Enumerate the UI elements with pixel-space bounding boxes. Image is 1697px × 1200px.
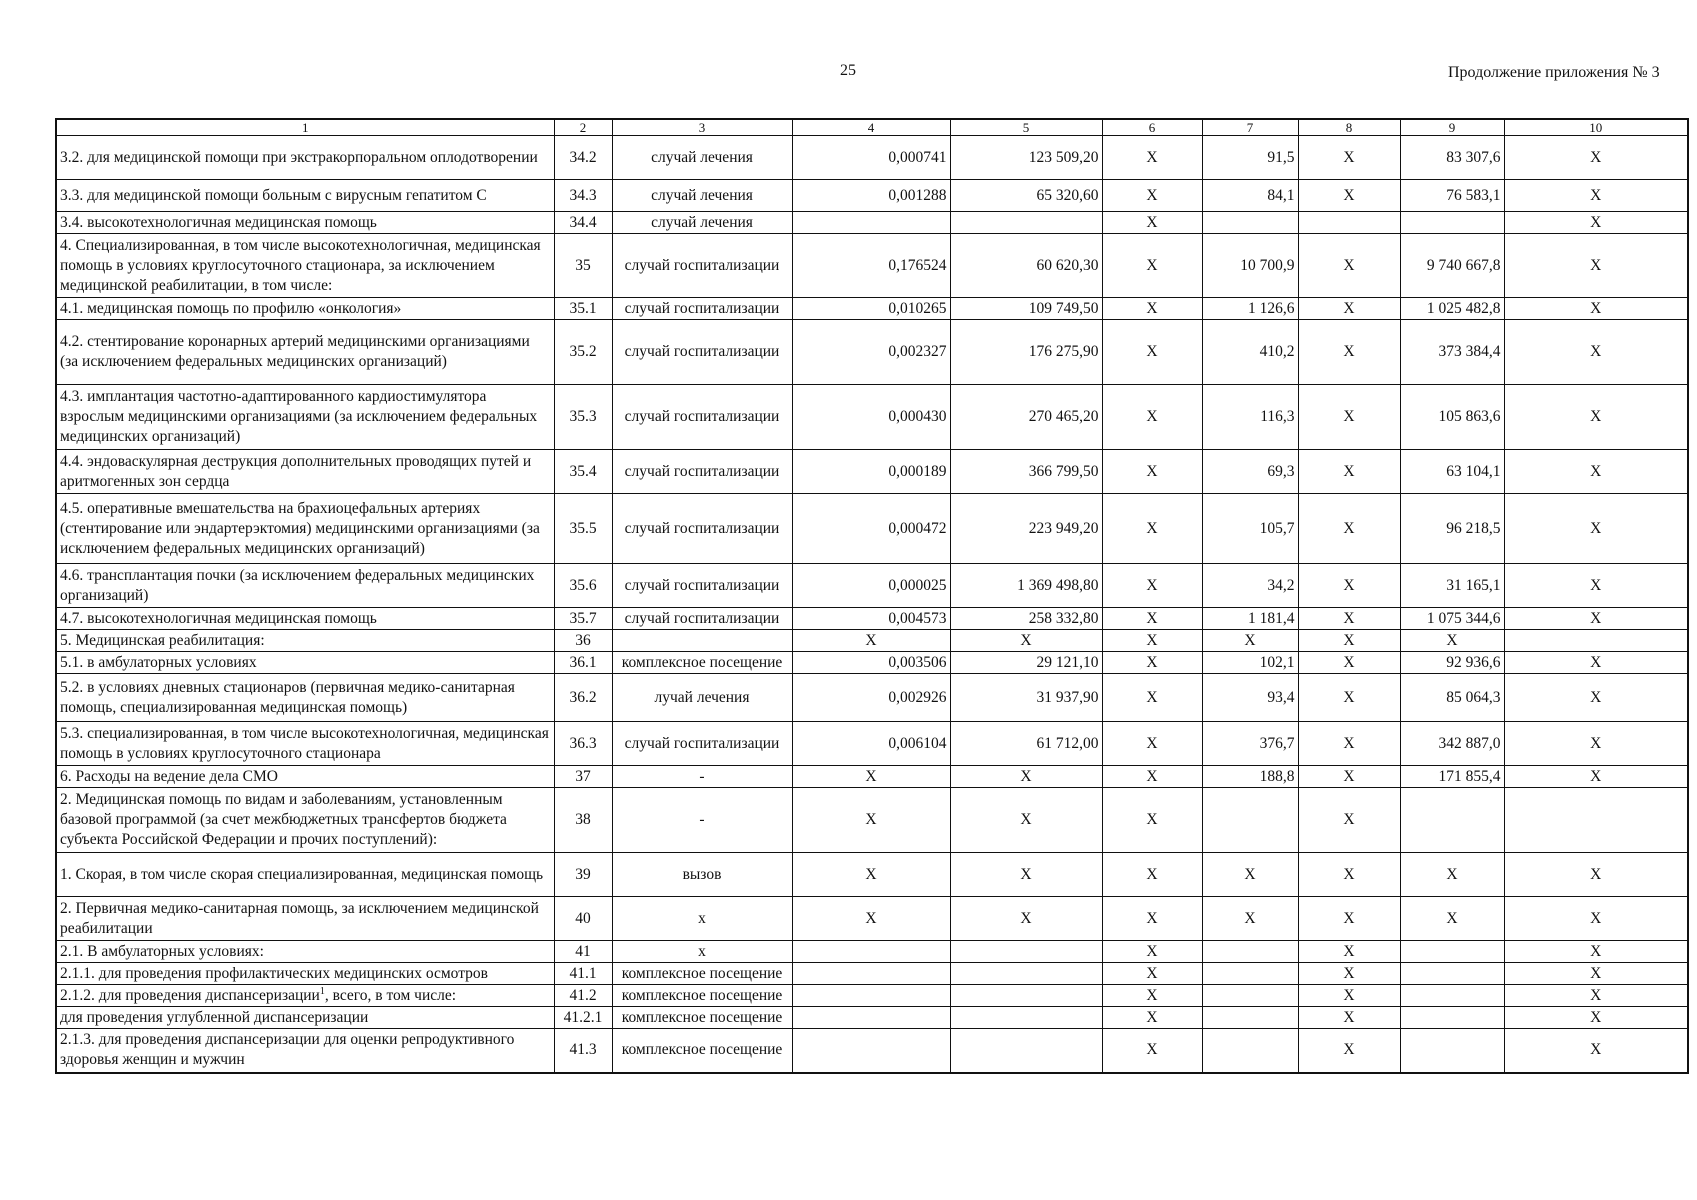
table-row (56, 494, 1688, 564)
col7-value: 69,3 (1202, 450, 1298, 494)
col4-value: 0,000025 (792, 564, 950, 608)
col7-value: 10 700,9 (1202, 234, 1298, 298)
col5-value (950, 941, 1102, 963)
col6-value: Х (1102, 608, 1202, 630)
col7-value: 102,1 (1202, 652, 1298, 674)
col6-value: Х (1102, 1007, 1202, 1029)
row-unit: случай лечения (612, 212, 792, 234)
col9-value: 171 855,4 (1400, 766, 1504, 788)
col8-value: Х (1298, 630, 1400, 652)
col7-value: 376,7 (1202, 722, 1298, 766)
col6-value: Х (1102, 897, 1202, 941)
table-row (56, 1029, 1688, 1073)
table-row (56, 897, 1688, 941)
col8-value: Х (1298, 1007, 1400, 1029)
col7-value: 34,2 (1202, 564, 1298, 608)
col10-value: Х (1504, 608, 1688, 630)
col6-value: Х (1102, 385, 1202, 450)
table-row (56, 564, 1688, 608)
col7-value: 91,5 (1202, 136, 1298, 180)
col4-value (792, 963, 950, 985)
table-row (56, 788, 1688, 853)
row-name: для проведения углубленной диспансеризации (56, 1007, 554, 1029)
row-name: 4.1. медицинская помощь по профилю «онкология» (56, 298, 554, 320)
row-code: 38 (554, 788, 612, 853)
table-row (56, 385, 1688, 450)
row-unit (612, 630, 792, 652)
col10-value: Х (1504, 320, 1688, 385)
row-unit: случай госпитализации (612, 608, 792, 630)
col8-value: Х (1298, 298, 1400, 320)
col5-value: Х (950, 897, 1102, 941)
col8-value: Х (1298, 897, 1400, 941)
row-code: 41.2 (554, 985, 612, 1007)
col9-value: 9 740 667,8 (1400, 234, 1504, 298)
column-number: 1 (56, 119, 554, 136)
col9-value (1400, 985, 1504, 1007)
row-name: 6. Расходы на ведение дела СМО (56, 766, 554, 788)
col10-value: Х (1504, 1029, 1688, 1073)
row-name: 4.7. высокотехнологичная медицинская помощь (56, 608, 554, 630)
col10-value: Х (1504, 136, 1688, 180)
col9-value: 76 583,1 (1400, 180, 1504, 212)
col4-value: 0,002327 (792, 320, 950, 385)
row-code: 35.1 (554, 298, 612, 320)
table-row (56, 180, 1688, 212)
col6-value: Х (1102, 985, 1202, 1007)
col4-value: Х (792, 897, 950, 941)
col5-value: Х (950, 630, 1102, 652)
col6-value: Х (1102, 766, 1202, 788)
col4-value (792, 985, 950, 1007)
col7-value: 116,3 (1202, 385, 1298, 450)
col7-value (1202, 788, 1298, 853)
col4-value (792, 941, 950, 963)
col5-value: 65 320,60 (950, 180, 1102, 212)
col10-value: Х (1504, 674, 1688, 722)
col4-value: 0,000472 (792, 494, 950, 564)
row-unit: случай госпитализации (612, 564, 792, 608)
table-row (56, 450, 1688, 494)
col7-value: Х (1202, 630, 1298, 652)
row-name: 4.2. стентирование коронарных артерий медицинскими организациями (за исключением федеральных медицинских организаций) (56, 320, 554, 385)
col9-value: 31 165,1 (1400, 564, 1504, 608)
col4-value: Х (792, 630, 950, 652)
col8-value: Х (1298, 652, 1400, 674)
col4-value (792, 1029, 950, 1073)
table-row (56, 963, 1688, 985)
table-row (56, 985, 1688, 1007)
row-unit: случай госпитализации (612, 385, 792, 450)
col7-value: 410,2 (1202, 320, 1298, 385)
col10-value: Х (1504, 985, 1688, 1007)
col7-value: 93,4 (1202, 674, 1298, 722)
col7-value (1202, 963, 1298, 985)
col9-value: Х (1400, 630, 1504, 652)
row-code: 37 (554, 766, 612, 788)
col5-value (950, 963, 1102, 985)
row-name: 2.1.1. для проведения профилактических медицинских осмотров (56, 963, 554, 985)
col10-value: Х (1504, 766, 1688, 788)
col6-value: Х (1102, 234, 1202, 298)
col10-value (1504, 788, 1688, 853)
row-unit: комплексное посещение (612, 1029, 792, 1073)
row-unit: случай госпитализации (612, 450, 792, 494)
col9-value: 92 936,6 (1400, 652, 1504, 674)
row-name: 5. Медицинская реабилитация: (56, 630, 554, 652)
col10-value: Х (1504, 212, 1688, 234)
col6-value: Х (1102, 298, 1202, 320)
col7-value (1202, 1029, 1298, 1073)
table-row (56, 722, 1688, 766)
col8-value: Х (1298, 450, 1400, 494)
row-name: 2.1. В амбулаторных условиях: (56, 941, 554, 963)
table-row (56, 234, 1688, 298)
col9-value (1400, 212, 1504, 234)
table-row (56, 941, 1688, 963)
row-name: 2.1.3. для проведения диспансеризации для оценки репродуктивного здоровья женщин и мужчин (56, 1029, 554, 1073)
col9-value: 1 075 344,6 (1400, 608, 1504, 630)
row-unit: - (612, 766, 792, 788)
col10-value: Х (1504, 234, 1688, 298)
col4-value: 0,176524 (792, 234, 950, 298)
row-unit: комплексное посещение (612, 652, 792, 674)
col9-value: 373 384,4 (1400, 320, 1504, 385)
page-number: 25 (840, 62, 856, 79)
row-unit: комплексное посещение (612, 1007, 792, 1029)
col4-value (792, 212, 950, 234)
row-code: 35.3 (554, 385, 612, 450)
col6-value: Х (1102, 136, 1202, 180)
col4-value: 0,004573 (792, 608, 950, 630)
col4-value (792, 1007, 950, 1029)
row-unit: случай госпитализации (612, 494, 792, 564)
row-code: 35.4 (554, 450, 612, 494)
column-number: 3 (612, 119, 792, 136)
col10-value: Х (1504, 385, 1688, 450)
row-unit: вызов (612, 853, 792, 897)
column-number: 8 (1298, 119, 1400, 136)
col10-value: Х (1504, 180, 1688, 212)
col8-value: Х (1298, 180, 1400, 212)
col6-value: Х (1102, 941, 1202, 963)
col4-value: Х (792, 766, 950, 788)
col8-value: Х (1298, 963, 1400, 985)
col4-value: 0,000741 (792, 136, 950, 180)
col8-value: Х (1298, 674, 1400, 722)
col4-value: 0,003506 (792, 652, 950, 674)
col8-value: Х (1298, 136, 1400, 180)
col6-value: Х (1102, 450, 1202, 494)
row-name: 4. Специализированная, в том числе высокотехнологичная, медицинская помощь в условиях круглосуточного стационара, за исключением медицинской реабилитации, в том числе: (56, 234, 554, 298)
col5-value: 223 949,20 (950, 494, 1102, 564)
col7-value: 1 181,4 (1202, 608, 1298, 630)
col8-value: Х (1298, 608, 1400, 630)
row-code: 35.5 (554, 494, 612, 564)
table-row (56, 652, 1688, 674)
row-code: 34.2 (554, 136, 612, 180)
col7-value (1202, 1007, 1298, 1029)
col10-value: Х (1504, 853, 1688, 897)
col7-value (1202, 212, 1298, 234)
data-table (55, 118, 1689, 1074)
col7-value (1202, 941, 1298, 963)
col5-value: 270 465,20 (950, 385, 1102, 450)
row-name: 2. Медицинская помощь по видам и заболеваниям, установленным базовой программой (за счет межбюджетных трансфертов бюджета субъекта Российской Федерации и прочих поступлений): (56, 788, 554, 853)
col7-value: 1 126,6 (1202, 298, 1298, 320)
row-unit: случай лечения (612, 136, 792, 180)
col8-value: Х (1298, 234, 1400, 298)
col10-value: Х (1504, 1007, 1688, 1029)
row-name: 4.3. имплантация частотно-адаптированного кардиостимулятора взрослым медицинскими организациями (за исключением федеральных медицинских организаций) (56, 385, 554, 450)
col4-value: 0,002926 (792, 674, 950, 722)
col6-value: Х (1102, 652, 1202, 674)
col9-value: 85 064,3 (1400, 674, 1504, 722)
row-unit: х (612, 897, 792, 941)
col5-value: 1 369 498,80 (950, 564, 1102, 608)
col9-value: 63 104,1 (1400, 450, 1504, 494)
row-code: 41.1 (554, 963, 612, 985)
table-row (56, 1007, 1688, 1029)
col6-value: Х (1102, 963, 1202, 985)
row-code: 36.2 (554, 674, 612, 722)
col8-value: Х (1298, 941, 1400, 963)
row-name: 4.4. эндоваскулярная деструкция дополнительных проводящих путей и аритмогенных зон сердца (56, 450, 554, 494)
row-code: 39 (554, 853, 612, 897)
col6-value: Х (1102, 788, 1202, 853)
row-name: 3.3. для медицинской помощи больным с вирусным гепатитом С (56, 180, 554, 212)
row-unit: комплексное посещение (612, 985, 792, 1007)
col10-value: Х (1504, 897, 1688, 941)
row-code: 34.3 (554, 180, 612, 212)
continuation-label: Продолжение приложения № 3 (1448, 64, 1660, 81)
col10-value: Х (1504, 564, 1688, 608)
row-name: 5.1. в амбулаторных условиях (56, 652, 554, 674)
table-row (56, 674, 1688, 722)
col9-value: Х (1400, 853, 1504, 897)
row-code: 35.2 (554, 320, 612, 385)
row-name: 5.3. специализированная, в том числе высокотехнологичная, медицинская помощь в условиях круглосуточного стационара (56, 722, 554, 766)
row-code: 41 (554, 941, 612, 963)
row-unit: случай госпитализации (612, 320, 792, 385)
col5-value: 176 275,90 (950, 320, 1102, 385)
col8-value: Х (1298, 985, 1400, 1007)
col4-value: 0,010265 (792, 298, 950, 320)
col10-value: Х (1504, 652, 1688, 674)
table-row (56, 766, 1688, 788)
row-unit: случай лечения (612, 180, 792, 212)
col5-value: Х (950, 788, 1102, 853)
row-code: 36.1 (554, 652, 612, 674)
column-number: 10 (1504, 119, 1688, 136)
row-unit: - (612, 788, 792, 853)
row-code: 36.3 (554, 722, 612, 766)
col6-value: Х (1102, 853, 1202, 897)
table-row (56, 853, 1688, 897)
row-name: 2.1.2. для проведения диспансеризации$^1$, всего, в том числе: (56, 985, 554, 1007)
col8-value (1298, 212, 1400, 234)
col9-value: 83 307,6 (1400, 136, 1504, 180)
col9-value (1400, 788, 1504, 853)
row-name: 5.2. в условиях дневных стационаров (первичная медико-санитарная помощь, специализированная медицинская помощь) (56, 674, 554, 722)
col4-value: 0,006104 (792, 722, 950, 766)
col10-value (1504, 630, 1688, 652)
col9-value: 105 863,6 (1400, 385, 1504, 450)
col6-value: Х (1102, 674, 1202, 722)
column-number: 4 (792, 119, 950, 136)
col9-value (1400, 1007, 1504, 1029)
column-number: 6 (1102, 119, 1202, 136)
row-name: 3.2. для медицинской помощи при экстракорпоральном оплодотворении (56, 136, 554, 180)
col5-value (950, 1007, 1102, 1029)
col6-value: Х (1102, 722, 1202, 766)
row-name: 4.6. трансплантация почки (за исключением федеральных медицинских организаций) (56, 564, 554, 608)
column-number: 9 (1400, 119, 1504, 136)
row-unit: случай госпитализации (612, 234, 792, 298)
col10-value: Х (1504, 941, 1688, 963)
row-code: 34.4 (554, 212, 612, 234)
col7-value: 84,1 (1202, 180, 1298, 212)
col8-value: Х (1298, 564, 1400, 608)
table-row (56, 630, 1688, 652)
col5-value (950, 1029, 1102, 1073)
row-code: 40 (554, 897, 612, 941)
col7-value: Х (1202, 853, 1298, 897)
col10-value: Х (1504, 722, 1688, 766)
col5-value: 123 509,20 (950, 136, 1102, 180)
col8-value: Х (1298, 385, 1400, 450)
table-row (56, 212, 1688, 234)
col8-value: Х (1298, 1029, 1400, 1073)
col10-value: Х (1504, 298, 1688, 320)
row-code: 36 (554, 630, 612, 652)
row-name: 3.4. высокотехнологичная медицинская помощь (56, 212, 554, 234)
col5-value: 29 121,10 (950, 652, 1102, 674)
col4-value: 0,001288 (792, 180, 950, 212)
col10-value: Х (1504, 494, 1688, 564)
column-number: 7 (1202, 119, 1298, 136)
column-number: 2 (554, 119, 612, 136)
col4-value: Х (792, 788, 950, 853)
col8-value: Х (1298, 788, 1400, 853)
col7-value: Х (1202, 897, 1298, 941)
col6-value: Х (1102, 180, 1202, 212)
col5-value: 258 332,80 (950, 608, 1102, 630)
col9-value: 1 025 482,8 (1400, 298, 1504, 320)
col9-value (1400, 941, 1504, 963)
col6-value: Х (1102, 1029, 1202, 1073)
col5-value: 366 799,50 (950, 450, 1102, 494)
row-code: 35.6 (554, 564, 612, 608)
col10-value: Х (1504, 963, 1688, 985)
col8-value: Х (1298, 853, 1400, 897)
row-code: 41.2.1 (554, 1007, 612, 1029)
col5-value: 60 620,30 (950, 234, 1102, 298)
col5-value: Х (950, 766, 1102, 788)
col5-value: 61 712,00 (950, 722, 1102, 766)
col6-value: Х (1102, 494, 1202, 564)
col10-value: Х (1504, 450, 1688, 494)
col9-value: Х (1400, 897, 1504, 941)
col9-value: 96 218,5 (1400, 494, 1504, 564)
footnote-marker: 1 (319, 985, 325, 997)
row-unit: комплексное посещение (612, 963, 792, 985)
col5-value: Х (950, 853, 1102, 897)
row-name: 2. Первичная медико-санитарная помощь, за исключением медицинской реабилитации (56, 897, 554, 941)
row-name: 4.5. оперативные вмешательства на брахиоцефальных артериях (стентирование или эндартерэктомия) медицинскими организациями (за исключением федеральных медицинских организаций) (56, 494, 554, 564)
col4-value: 0,000189 (792, 450, 950, 494)
row-unit: случай госпитализации (612, 722, 792, 766)
col9-value (1400, 1029, 1504, 1073)
col4-value: Х (792, 853, 950, 897)
col4-value: 0,000430 (792, 385, 950, 450)
col9-value (1400, 963, 1504, 985)
col6-value: Х (1102, 630, 1202, 652)
col5-value (950, 212, 1102, 234)
col5-value: 109 749,50 (950, 298, 1102, 320)
col5-value: 31 937,90 (950, 674, 1102, 722)
column-number: 5 (950, 119, 1102, 136)
col6-value: Х (1102, 320, 1202, 385)
col8-value: Х (1298, 766, 1400, 788)
col5-value (950, 985, 1102, 1007)
col7-value: 105,7 (1202, 494, 1298, 564)
col8-value: Х (1298, 722, 1400, 766)
table-row (56, 608, 1688, 630)
row-unit: х (612, 941, 792, 963)
row-unit: лучай лечения (612, 674, 792, 722)
col9-value: 342 887,0 (1400, 722, 1504, 766)
col8-value: Х (1298, 320, 1400, 385)
table-row (56, 136, 1688, 180)
column-number-row (56, 119, 1688, 136)
table-row (56, 320, 1688, 385)
col7-value: 188,8 (1202, 766, 1298, 788)
row-name: 1. Скорая, в том числе скорая специализированная, медицинская помощь (56, 853, 554, 897)
row-code: 35 (554, 234, 612, 298)
col6-value: Х (1102, 212, 1202, 234)
col8-value: Х (1298, 494, 1400, 564)
row-unit: случай госпитализации (612, 298, 792, 320)
col7-value (1202, 985, 1298, 1007)
table-row (56, 298, 1688, 320)
row-code: 35.7 (554, 608, 612, 630)
col6-value: Х (1102, 564, 1202, 608)
row-code: 41.3 (554, 1029, 612, 1073)
